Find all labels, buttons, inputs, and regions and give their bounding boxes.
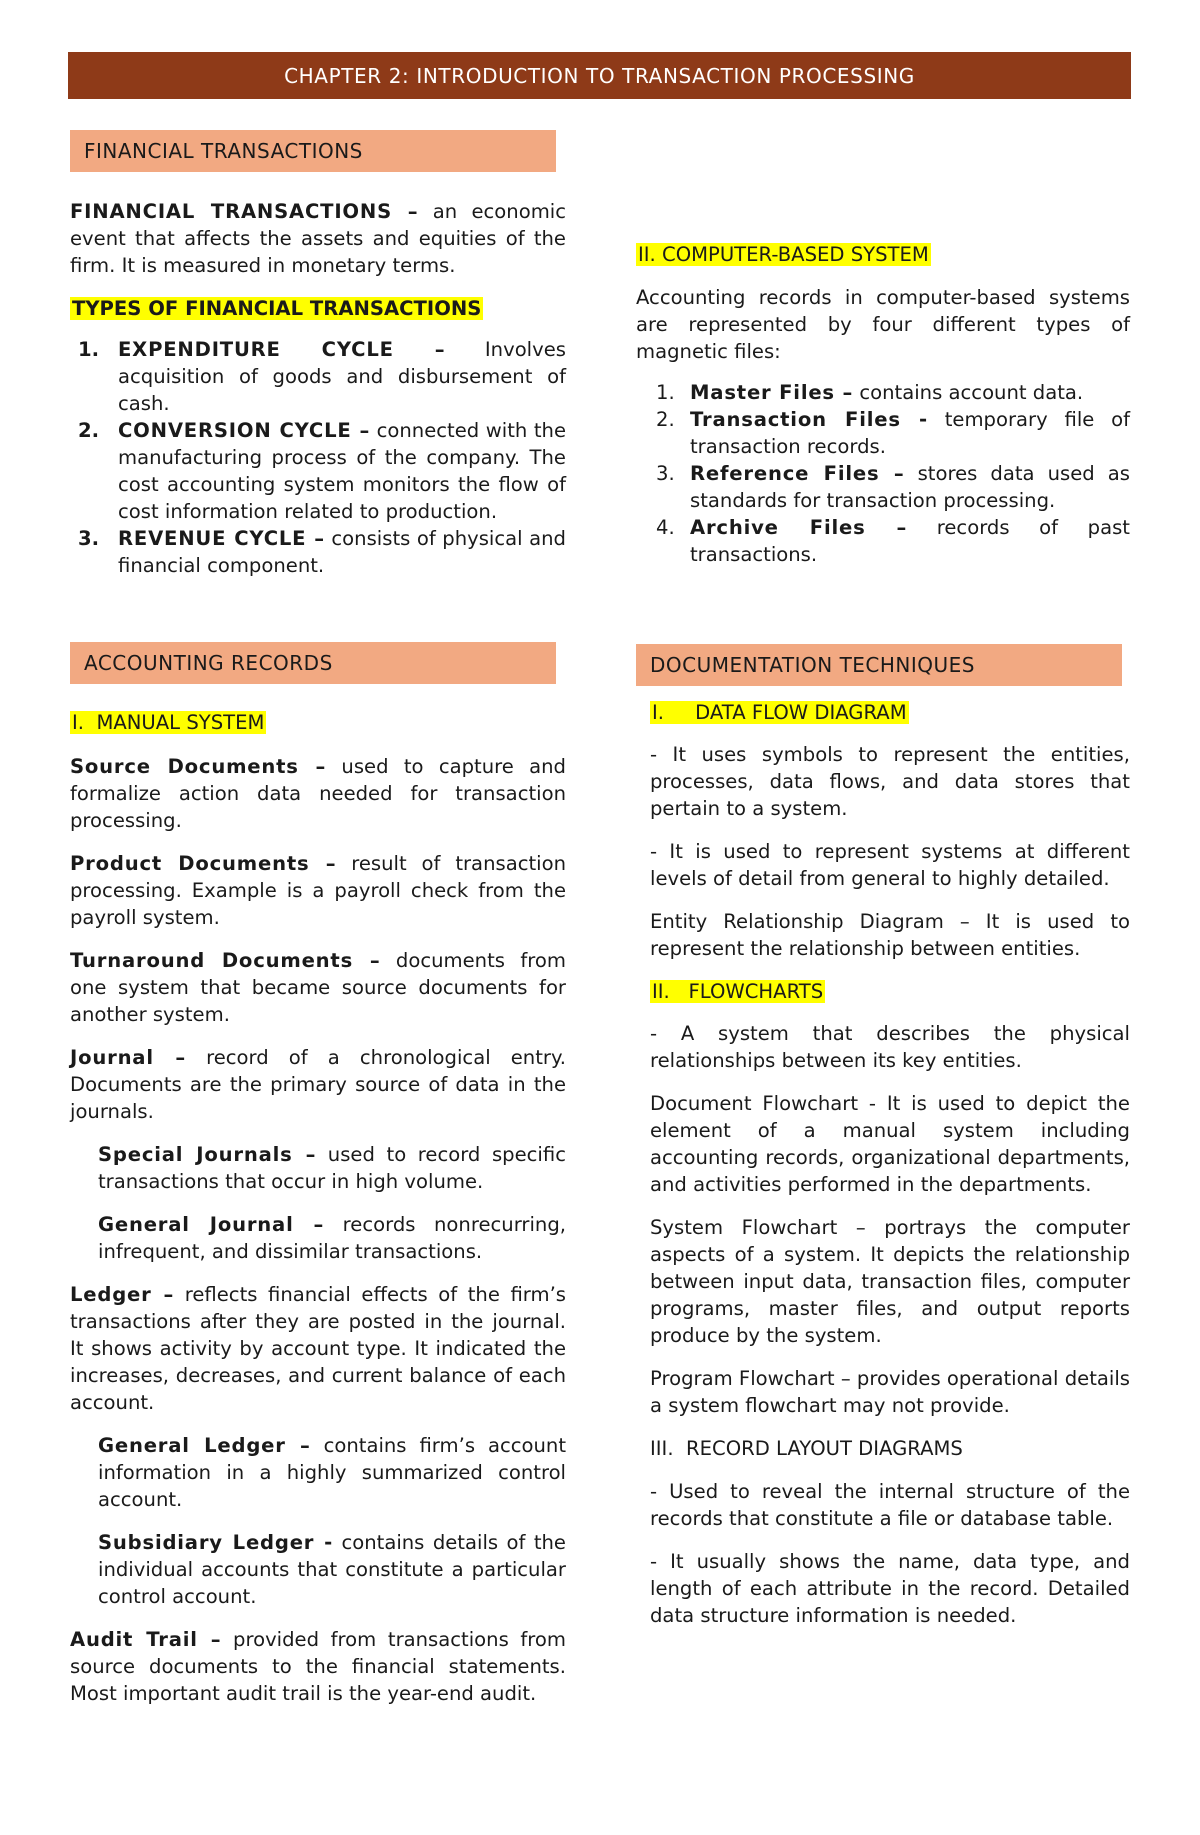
entry-term: General Journal – — [98, 1213, 325, 1236]
list-term: Master Files – — [690, 381, 854, 404]
list-number: 2. — [656, 408, 675, 431]
flowcharts-paragraph: Document Flowchart - It is used to depict the element of a manual system including accounting records, organizational departments, and activities performed in the departments. — [650, 1092, 1130, 1196]
definition-text: an economic event that affects the assets and equities of the firm. It is measured in monetary terms. — [70, 200, 567, 277]
list-term: EXPENDITURE CYCLE – — [118, 338, 446, 361]
types-heading: TYPES OF FINANCIAL TRANSACTIONS — [72, 297, 482, 320]
entry — [70, 850, 566, 931]
list-text: stores data used as standards for transaction processing. — [690, 462, 1130, 512]
dfd-paragraph: - It is used to represent systems at different levels of detail from general to highly detailed. — [650, 840, 1130, 890]
dfd-paragraph: - It uses symbols to represent the entities, processes, data flows, and data stores that pertain to a system. — [650, 743, 1130, 820]
flowcharts-heading: II. FLOWCHARTS — [652, 980, 824, 1003]
entry — [70, 1281, 566, 1416]
list-term: Transaction Files - — [690, 408, 928, 431]
entry-term: Audit Trail – — [70, 1628, 222, 1651]
financial-transactions-definition — [70, 198, 566, 279]
types-list — [70, 336, 566, 579]
erd-paragraph: Entity Relationship Diagram – It is used to represent the relationship between entities. — [650, 910, 1130, 960]
list-term: REVENUE CYCLE – — [118, 527, 325, 550]
entry — [70, 753, 566, 834]
list-text: records of past transactions. — [690, 516, 1130, 566]
entry — [70, 1626, 566, 1707]
list-number: 3. — [656, 462, 675, 485]
list-item — [636, 379, 1130, 406]
entry-text: records nonrecurring, infrequent, and dissimilar transactions. — [98, 1213, 566, 1263]
entry-text: result of transaction processing. Example is a payroll check from the payroll system. — [70, 852, 567, 929]
list-term: Reference Files – — [690, 462, 905, 485]
entry-text: contains firm’s account information in a highly summarized control account. — [98, 1434, 567, 1511]
entry — [70, 1141, 566, 1195]
list-item — [70, 417, 566, 525]
entry-text: documents from one system that became source documents for another system. — [70, 949, 566, 1026]
files-list — [636, 379, 1130, 568]
entry-text: reflects financial effects of the firm’s transactions after they are posted in the journal. It shows activity by account type. It indicated the increases, decreases, and current balance of each account. — [70, 1283, 567, 1414]
entry-text: contains details of the individual accounts that constitute a particular control account. — [98, 1531, 566, 1608]
entry-term: Ledger – — [70, 1283, 175, 1306]
section-heading-financial-transactions: FINANCIAL TRANSACTIONS — [70, 130, 556, 172]
list-text: Involves acquisition of goods and disbursement of cash. — [118, 338, 566, 415]
list-term: Archive Files – — [690, 516, 908, 539]
computer-based-section — [636, 241, 1130, 568]
financial-transactions-section — [70, 198, 566, 579]
entry — [70, 1211, 566, 1265]
list-number: 1. — [656, 381, 675, 404]
entry-term: Product Documents – — [70, 852, 337, 875]
entry-term: Special Journals – — [98, 1143, 317, 1166]
entry — [70, 1529, 566, 1610]
entry — [70, 947, 566, 1028]
chapter-title: CHAPTER 2: INTRODUCTION TO TRANSACTION PROCESSING — [68, 52, 1131, 99]
record-layout-heading: III. RECORD LAYOUT DIAGRAMS — [650, 1437, 963, 1460]
entry-term: General Ledger – — [98, 1434, 311, 1457]
section-heading-documentation-techniques: DOCUMENTATION TECHNIQUES — [636, 644, 1122, 686]
entry — [70, 1044, 566, 1125]
entry-text: provided from transactions from source documents to the financial statements. Most important audit trail is the year-end audit. — [70, 1628, 566, 1705]
entry — [70, 1432, 566, 1513]
list-item — [636, 406, 1130, 460]
definition-term: FINANCIAL TRANSACTIONS – — [70, 200, 419, 223]
entry-term: Source Documents – — [70, 755, 327, 778]
list-text: contains account data. — [859, 381, 1084, 404]
entry-text: record of a chronological entry. Documents are the primary source of data in the journals. — [70, 1046, 566, 1123]
documentation-section — [650, 699, 1130, 1629]
list-number: 1. — [78, 338, 100, 361]
list-term: CONVERSION CYCLE – — [118, 419, 371, 442]
list-text: consists of physical and financial component. — [118, 527, 566, 577]
manual-system-heading: I. MANUAL SYSTEM — [72, 711, 265, 734]
computer-based-intro: Accounting records in computer-based systems are represented by four different types of magnetic files: — [636, 286, 1130, 363]
entry-term: Turnaround Documents – — [70, 949, 381, 972]
entry-term: Subsidiary Ledger - — [98, 1531, 334, 1554]
list-text: connected with the manufacturing process of the company. The cost accounting system monitors the flow of cost information related to production. — [118, 419, 566, 523]
entry-text: used to record specific transactions that occur in high volume. — [98, 1143, 566, 1193]
list-item — [70, 525, 566, 579]
flowcharts-paragraph: Program Flowchart – provides operational details a system flowchart may not provide. — [650, 1367, 1130, 1417]
list-number: 3. — [78, 527, 100, 550]
entry-text: used to capture and formalize action data needed for transaction processing. — [70, 755, 566, 832]
computer-based-heading: II. COMPUTER-BASED SYSTEM — [638, 243, 929, 266]
flowcharts-paragraph: System Flowchart – portrays the computer aspects of a system. It depicts the relationship between input data, transaction files, computer programs, master files, and output reports produce by the system. — [650, 1216, 1130, 1347]
accounting-records-section — [70, 709, 566, 1707]
entry-term: Journal – — [70, 1046, 186, 1069]
flowcharts-paragraph: - A system that describes the physical relationships between its key entities. — [650, 1022, 1130, 1072]
list-item — [636, 514, 1130, 568]
record-layout-paragraph: - Used to reveal the internal structure of the records that constitute a file or database table. — [650, 1480, 1130, 1530]
dfd-heading: I. DATA FLOW DIAGRAM — [652, 701, 907, 724]
list-text: temporary file of transaction records. — [690, 408, 1130, 458]
record-layout-paragraph: - It usually shows the name, data type, and length of each attribute in the record. Detailed data structure information is needed. — [650, 1550, 1130, 1627]
section-heading-accounting-records: ACCOUNTING RECORDS — [70, 642, 556, 684]
list-number: 2. — [78, 419, 100, 442]
list-item — [70, 336, 566, 417]
list-number: 4. — [656, 516, 675, 539]
list-item — [636, 460, 1130, 514]
